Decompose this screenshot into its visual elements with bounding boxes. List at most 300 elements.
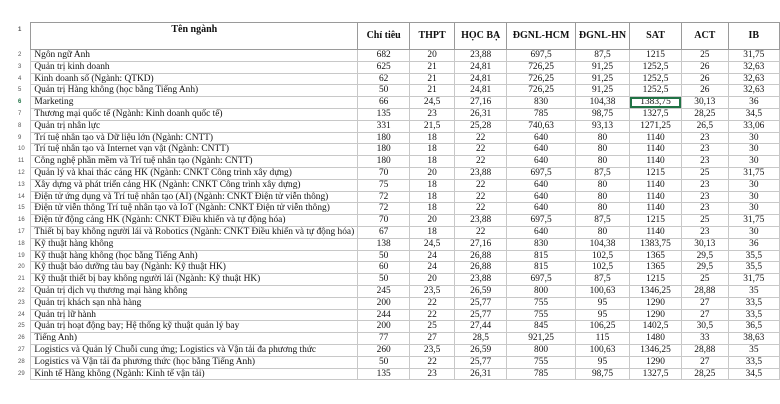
cell-act[interactable]: 25 — [681, 274, 728, 286]
cell-hoc-ba[interactable]: 27,16 — [455, 97, 507, 109]
cell-dgnl-hcm[interactable]: 785 — [507, 108, 576, 120]
cell-hoc-ba[interactable]: 24,81 — [455, 61, 507, 73]
cell-name[interactable]: Quản trị hoạt động bay; Hệ thống kỹ thuật quản lý bay — [31, 321, 358, 333]
cell-dgnl-hcm[interactable]: 640 — [507, 156, 576, 168]
column-header-quota[interactable]: Chỉ tiêu — [358, 23, 410, 50]
cell-hoc-ba[interactable]: 26,31 — [455, 108, 507, 120]
cell-dgnl-hcm[interactable]: 697,5 — [507, 167, 576, 179]
cell-ib[interactable]: 31,75 — [728, 274, 779, 286]
cell-thpt[interactable]: 18 — [410, 132, 455, 144]
cell-sat[interactable]: 1271,25 — [630, 120, 682, 132]
table-row — [16, 120, 780, 132]
cell-thpt[interactable]: 18 — [410, 226, 455, 238]
cell-ib[interactable]: 38,63 — [728, 333, 779, 345]
cell-sat[interactable]: 1383,75 — [630, 97, 682, 109]
cell-ib[interactable]: 34,5 — [728, 368, 779, 380]
row-number[interactable]: 1 — [18, 26, 22, 33]
cell-sat[interactable]: 1365 — [630, 262, 682, 274]
cell-ib[interactable]: 32,63 — [728, 61, 779, 73]
cell-quota[interactable]: 331 — [358, 120, 410, 132]
cell-ib[interactable]: 32,63 — [728, 85, 779, 97]
cell-sat[interactable]: 1140 — [630, 179, 682, 191]
cell-act[interactable]: 28,88 — [681, 285, 728, 297]
cell-ib[interactable]: 35 — [728, 344, 779, 356]
cell-act[interactable]: 33 — [681, 333, 728, 345]
cell-sat[interactable]: 1346,25 — [630, 285, 682, 297]
cell-dgnl-hn[interactable]: 80 — [575, 203, 629, 215]
cell-hoc-ba[interactable]: 23,88 — [455, 50, 507, 62]
cell-thpt[interactable]: 22 — [410, 309, 455, 321]
cell-hoc-ba[interactable]: 23,88 — [455, 274, 507, 286]
cell-thpt[interactable]: 23,5 — [410, 285, 455, 297]
cell-hoc-ba[interactable]: 25,77 — [455, 356, 507, 368]
cell-sat[interactable]: 1140 — [630, 191, 682, 203]
table-row — [16, 285, 780, 297]
cell-ib[interactable]: 32,63 — [728, 73, 779, 85]
cell-dgnl-hcm[interactable]: 815 — [507, 250, 576, 262]
cell-name[interactable]: Quản trị lữ hành — [31, 309, 358, 321]
cell-hoc-ba[interactable]: 24,81 — [455, 85, 507, 97]
row-number[interactable]: 8 — [18, 122, 22, 129]
cell-act[interactable]: 23 — [681, 132, 728, 144]
cell-sat[interactable]: 1402,5 — [630, 321, 682, 333]
cell-hoc-ba[interactable]: 22 — [455, 132, 507, 144]
cell-ib[interactable]: 35 — [728, 285, 779, 297]
cell-thpt[interactable]: 23 — [410, 108, 455, 120]
row-number[interactable]: 28 — [18, 358, 25, 365]
cell-quota[interactable]: 50 — [358, 85, 410, 97]
admissions-table — [16, 22, 780, 380]
row-number[interactable]: 25 — [18, 323, 25, 330]
cell-dgnl-hn[interactable]: 98,75 — [575, 108, 629, 120]
cell-quota[interactable]: 135 — [358, 368, 410, 380]
row-number[interactable]: 6 — [18, 99, 22, 106]
cell-hoc-ba[interactable]: 25,77 — [455, 297, 507, 309]
cell-act[interactable]: 23 — [681, 144, 728, 156]
cell-dgnl-hcm[interactable]: 785 — [507, 368, 576, 380]
cell-dgnl-hn[interactable]: 80 — [575, 156, 629, 168]
cell-name[interactable]: Marketing — [31, 97, 358, 109]
cell-thpt[interactable]: 22 — [410, 297, 455, 309]
table-row — [16, 167, 780, 179]
cell-dgnl-hcm[interactable]: 830 — [507, 97, 576, 109]
cell-name[interactable]: Kỹ thuật bảo dưỡng tàu bay (Ngành: Kỹ thuật HK) — [31, 262, 358, 274]
cell-hoc-ba[interactable]: 26,31 — [455, 368, 507, 380]
cell-hoc-ba[interactable]: 25,28 — [455, 120, 507, 132]
cell-dgnl-hn[interactable]: 100,63 — [575, 285, 629, 297]
cell-sat[interactable]: 1346,25 — [630, 344, 682, 356]
cell-quota[interactable]: 70 — [358, 215, 410, 227]
column-header-sat[interactable]: SAT — [630, 23, 682, 50]
cell-hoc-ba[interactable]: 26,88 — [455, 250, 507, 262]
cell-quota[interactable]: 75 — [358, 179, 410, 191]
cell-quota[interactable]: 245 — [358, 285, 410, 297]
cell-hoc-ba[interactable]: 23,88 — [455, 167, 507, 179]
cell-quota[interactable]: 70 — [358, 167, 410, 179]
column-header-ib[interactable]: IB — [728, 23, 779, 50]
cell-dgnl-hn[interactable]: 100,63 — [575, 344, 629, 356]
row-number[interactable]: 11 — [18, 158, 25, 165]
cell-quota[interactable]: 67 — [358, 226, 410, 238]
cell-hoc-ba[interactable]: 22 — [455, 144, 507, 156]
row-number[interactable]: 26 — [18, 335, 25, 342]
cell-quota[interactable]: 625 — [358, 61, 410, 73]
row-number[interactable]: 13 — [18, 181, 25, 188]
row-number[interactable]: 9 — [18, 134, 22, 141]
cell-ib[interactable]: 30 — [728, 132, 779, 144]
cell-dgnl-hn[interactable]: 80 — [575, 132, 629, 144]
cell-act[interactable]: 28,25 — [681, 108, 728, 120]
cell-sat[interactable]: 1140 — [630, 156, 682, 168]
column-header-dgnl-hcm[interactable]: ĐGNL-HCM — [507, 23, 576, 50]
cell-sat[interactable]: 1215 — [630, 50, 682, 62]
row-number[interactable]: 7 — [18, 110, 22, 117]
cell-sat[interactable]: 1480 — [630, 333, 682, 345]
cell-name[interactable]: Kỹ thuật hàng không — [31, 238, 358, 250]
row-number[interactable]: 18 — [18, 240, 25, 247]
cell-dgnl-hn[interactable]: 91,25 — [575, 85, 629, 97]
cell-name[interactable]: Thương mại quốc tế (Ngành: Kinh doanh quốc tế) — [31, 108, 358, 120]
cell-name[interactable]: Xây dựng và phát triển cảng HK (Ngành: CNKT Công trình xây dựng) — [31, 179, 358, 191]
cell-hoc-ba[interactable]: 23,88 — [455, 215, 507, 227]
cell-ib[interactable]: 33,5 — [728, 297, 779, 309]
cell-quota[interactable]: 244 — [358, 309, 410, 321]
cell-act[interactable]: 26,5 — [681, 120, 728, 132]
cell-dgnl-hcm[interactable]: 755 — [507, 297, 576, 309]
cell-name[interactable]: Trí tuệ nhân tạo và Internet vạn vật (Ngành: CNTT) — [31, 144, 358, 156]
cell-thpt[interactable]: 23,5 — [410, 344, 455, 356]
cell-quota[interactable]: 260 — [358, 344, 410, 356]
table-row — [16, 344, 780, 356]
cell-sat[interactable]: 1215 — [630, 215, 682, 227]
cell-ib[interactable]: 33,5 — [728, 356, 779, 368]
cell-quota[interactable]: 200 — [358, 297, 410, 309]
cell-sat[interactable]: 1140 — [630, 203, 682, 215]
cell-act[interactable]: 29,5 — [681, 250, 728, 262]
row-number[interactable]: 24 — [18, 311, 25, 318]
cell-act[interactable]: 23 — [681, 191, 728, 203]
cell-act[interactable]: 26 — [681, 73, 728, 85]
row-number[interactable]: 21 — [18, 276, 25, 283]
cell-dgnl-hcm[interactable]: 726,25 — [507, 61, 576, 73]
cell-thpt[interactable]: 21 — [410, 61, 455, 73]
cell-act[interactable]: 26 — [681, 61, 728, 73]
row-number[interactable]: 23 — [18, 299, 25, 306]
cell-hoc-ba[interactable]: 27,16 — [455, 238, 507, 250]
cell-dgnl-hcm[interactable]: 800 — [507, 344, 576, 356]
row-number[interactable]: 5 — [18, 87, 22, 94]
cell-sat[interactable]: 1140 — [630, 144, 682, 156]
cell-act[interactable]: 25 — [681, 215, 728, 227]
row-number[interactable]: 29 — [18, 370, 25, 377]
cell-name[interactable]: Quản trị kinh doanh — [31, 61, 358, 73]
cell-sat[interactable]: 1365 — [630, 250, 682, 262]
cell-hoc-ba[interactable]: 25,77 — [455, 309, 507, 321]
cell-act[interactable]: 25 — [681, 50, 728, 62]
cell-dgnl-hcm[interactable]: 640 — [507, 226, 576, 238]
column-header-thpt[interactable]: THPT — [410, 23, 455, 50]
cell-quota[interactable]: 66 — [358, 97, 410, 109]
cell-dgnl-hcm[interactable]: 845 — [507, 321, 576, 333]
row-number[interactable]: 22 — [18, 287, 25, 294]
cell-sat[interactable]: 1140 — [630, 132, 682, 144]
cell-act[interactable]: 23 — [681, 156, 728, 168]
row-number[interactable]: 3 — [18, 63, 22, 70]
cell-name[interactable]: Kỹ thuật thiết bị bay không người lái (Ngành: Kỹ thuật HK) — [31, 274, 358, 286]
cell-hoc-ba[interactable]: 28,5 — [455, 333, 507, 345]
cell-dgnl-hcm[interactable]: 697,5 — [507, 50, 576, 62]
cell-dgnl-hn[interactable]: 87,5 — [575, 167, 629, 179]
cell-quota[interactable]: 682 — [358, 50, 410, 62]
cell-thpt[interactable]: 20 — [410, 50, 455, 62]
column-header-dgnl-hn[interactable]: ĐGNL-HN — [575, 23, 629, 50]
cell-dgnl-hcm[interactable]: 740,63 — [507, 120, 576, 132]
cell-name[interactable]: Trí tuệ nhân tạo và Dữ liệu lớn (Ngành: CNTT) — [31, 132, 358, 144]
cell-dgnl-hcm[interactable]: 640 — [507, 191, 576, 203]
cell-thpt[interactable]: 21 — [410, 85, 455, 97]
cell-dgnl-hn[interactable]: 106,25 — [575, 321, 629, 333]
cell-act[interactable]: 27 — [681, 356, 728, 368]
cell-dgnl-hcm[interactable]: 921,25 — [507, 333, 576, 345]
cell-sat[interactable]: 1290 — [630, 297, 682, 309]
cell-dgnl-hcm[interactable]: 640 — [507, 144, 576, 156]
cell-dgnl-hn[interactable]: 98,75 — [575, 368, 629, 380]
cell-act[interactable]: 28,88 — [681, 344, 728, 356]
cell-act[interactable]: 27 — [681, 309, 728, 321]
cell-sat[interactable]: 1215 — [630, 274, 682, 286]
cell-dgnl-hcm[interactable]: 755 — [507, 356, 576, 368]
cell-ib[interactable]: 30 — [728, 203, 779, 215]
row-number[interactable]: 17 — [18, 228, 25, 235]
cell-name[interactable]: Thiết bị bay không người lái và Robotics (Ngành: CNKT Điều khiển và tự động hóa) — [31, 226, 358, 238]
cell-dgnl-hn[interactable]: 80 — [575, 226, 629, 238]
cell-sat[interactable]: 1327,5 — [630, 108, 682, 120]
cell-name[interactable]: Quản trị dịch vụ thương mại hàng không — [31, 285, 358, 297]
cell-thpt[interactable]: 24,5 — [410, 97, 455, 109]
cell-name[interactable]: Quản trị Hàng không (học bằng Tiếng Anh) — [31, 85, 358, 97]
cell-act[interactable]: 29,5 — [681, 262, 728, 274]
cell-ib[interactable]: 30 — [728, 144, 779, 156]
cell-name[interactable]: Kỹ thuật hàng không (học bằng Tiếng Anh) — [31, 250, 358, 262]
cell-act[interactable]: 30,5 — [681, 321, 728, 333]
cell-thpt[interactable]: 24 — [410, 250, 455, 262]
cell-sat[interactable]: 1252,5 — [630, 73, 682, 85]
cell-thpt[interactable]: 21,5 — [410, 120, 455, 132]
cell-ib[interactable]: 30 — [728, 156, 779, 168]
cell-ib[interactable]: 31,75 — [728, 167, 779, 179]
cell-dgnl-hn[interactable]: 115 — [575, 333, 629, 345]
cell-thpt[interactable]: 18 — [410, 179, 455, 191]
cell-dgnl-hcm[interactable]: 830 — [507, 238, 576, 250]
cell-act[interactable]: 30,13 — [681, 97, 728, 109]
cell-thpt[interactable]: 23 — [410, 368, 455, 380]
row-number[interactable]: 12 — [18, 169, 25, 176]
cell-dgnl-hn[interactable]: 95 — [575, 356, 629, 368]
cell-ib[interactable]: 30 — [728, 191, 779, 203]
cell-dgnl-hn[interactable]: 87,5 — [575, 215, 629, 227]
cell-ib[interactable]: 33,5 — [728, 309, 779, 321]
cell-dgnl-hcm[interactable]: 800 — [507, 285, 576, 297]
cell-dgnl-hn[interactable]: 80 — [575, 191, 629, 203]
cell-hoc-ba[interactable]: 22 — [455, 156, 507, 168]
cell-thpt[interactable]: 18 — [410, 156, 455, 168]
cell-ib[interactable]: 36,5 — [728, 321, 779, 333]
cell-dgnl-hn[interactable]: 91,25 — [575, 61, 629, 73]
row-number[interactable]: 15 — [18, 205, 25, 212]
column-header-name[interactable]: Tên ngành — [31, 23, 358, 50]
cell-sat[interactable]: 1290 — [630, 356, 682, 368]
cell-quota[interactable]: 77 — [358, 333, 410, 345]
row-number[interactable]: 10 — [18, 146, 25, 153]
cell-dgnl-hn[interactable]: 102,5 — [575, 262, 629, 274]
cell-ib[interactable]: 34,5 — [728, 108, 779, 120]
row-number[interactable]: 19 — [18, 252, 25, 259]
cell-name[interactable]: Tiếng Anh) — [31, 333, 358, 345]
cell-name[interactable]: Quản trị nhân lực — [31, 120, 358, 132]
cell-dgnl-hcm[interactable]: 726,25 — [507, 85, 576, 97]
cell-name[interactable]: Logistics và Quản lý Chuỗi cung ứng; Logistics và Vận tải đa phương thức — [31, 344, 358, 356]
cell-ib[interactable]: 31,75 — [728, 50, 779, 62]
cell-thpt[interactable]: 20 — [410, 167, 455, 179]
cell-thpt[interactable]: 18 — [410, 203, 455, 215]
table-row — [16, 144, 780, 156]
cell-dgnl-hn[interactable]: 93,13 — [575, 120, 629, 132]
cell-act[interactable]: 23 — [681, 226, 728, 238]
cell-quota[interactable]: 62 — [358, 73, 410, 85]
cell-hoc-ba[interactable]: 22 — [455, 203, 507, 215]
cell-thpt[interactable]: 20 — [410, 274, 455, 286]
cell-act[interactable]: 23 — [681, 179, 728, 191]
cell-ib[interactable]: 31,75 — [728, 215, 779, 227]
cell-dgnl-hn[interactable]: 80 — [575, 144, 629, 156]
cell-quota[interactable]: 180 — [358, 144, 410, 156]
cell-act[interactable]: 27 — [681, 297, 728, 309]
cell-ib[interactable]: 36 — [728, 238, 779, 250]
cell-hoc-ba[interactable]: 27,44 — [455, 321, 507, 333]
cell-hoc-ba[interactable]: 26,59 — [455, 285, 507, 297]
table-row — [16, 179, 780, 191]
table-row — [16, 132, 780, 144]
cell-thpt[interactable]: 27 — [410, 333, 455, 345]
cell-dgnl-hn[interactable]: 91,25 — [575, 73, 629, 85]
cell-dgnl-hcm[interactable]: 640 — [507, 132, 576, 144]
cell-name[interactable]: Logistics và Vận tải đa phương thức (học bằng Tiếng Anh) — [31, 356, 358, 368]
cell-act[interactable]: 26 — [681, 85, 728, 97]
cell-hoc-ba[interactable]: 26,88 — [455, 262, 507, 274]
row-number[interactable]: 4 — [18, 75, 22, 82]
cell-quota[interactable]: 50 — [358, 274, 410, 286]
cell-act[interactable]: 23 — [681, 203, 728, 215]
column-header-hoc-ba[interactable]: HỌC BẠ — [455, 23, 507, 50]
cell-dgnl-hn[interactable]: 87,5 — [575, 274, 629, 286]
column-header-act[interactable]: ACT — [681, 23, 728, 50]
cell-name[interactable]: Điện tử động cảng HK (Ngành: CNKT Điều khiển và tự động hóa) — [31, 215, 358, 227]
cell-dgnl-hn[interactable]: 104,38 — [575, 238, 629, 250]
cell-ib[interactable]: 35,5 — [728, 250, 779, 262]
cell-quota[interactable]: 200 — [358, 321, 410, 333]
cell-thpt[interactable]: 24 — [410, 262, 455, 274]
cell-dgnl-hn[interactable]: 87,5 — [575, 50, 629, 62]
cell-dgnl-hn[interactable]: 104,38 — [575, 97, 629, 109]
cell-act[interactable]: 25 — [681, 167, 728, 179]
row-number[interactable]: 20 — [18, 264, 25, 271]
cell-sat[interactable]: 1252,5 — [630, 61, 682, 73]
row-number[interactable]: 27 — [18, 346, 25, 353]
cell-hoc-ba[interactable]: 26,59 — [455, 344, 507, 356]
cell-sat[interactable]: 1327,5 — [630, 368, 682, 380]
cell-dgnl-hn[interactable]: 80 — [575, 179, 629, 191]
cell-thpt[interactable]: 18 — [410, 191, 455, 203]
table-row — [16, 250, 780, 262]
cell-act[interactable]: 30,13 — [681, 238, 728, 250]
cell-quota[interactable]: 180 — [358, 132, 410, 144]
cell-quota[interactable]: 50 — [358, 356, 410, 368]
table-row — [16, 61, 780, 73]
cell-quota[interactable]: 135 — [358, 108, 410, 120]
cell-thpt[interactable]: 20 — [410, 215, 455, 227]
cell-hoc-ba[interactable]: 22 — [455, 191, 507, 203]
cell-hoc-ba[interactable]: 24,81 — [455, 73, 507, 85]
row-number[interactable]: 2 — [18, 52, 22, 58]
cell-sat[interactable]: 1383,75 — [630, 238, 682, 250]
cell-name[interactable]: Điện tử viễn thông Trí tuệ nhân tạo và IoT (Ngành: CNKT Điện tử viễn thông) — [31, 203, 358, 215]
cell-name[interactable]: Kinh tế Hàng không (Ngành: Kinh tế vận tải) — [31, 368, 358, 380]
cell-name[interactable]: Ngôn ngữ Anh — [31, 50, 358, 62]
cell-dgnl-hcm[interactable]: 726,25 — [507, 73, 576, 85]
cell-dgnl-hcm[interactable]: 697,5 — [507, 274, 576, 286]
cell-quota[interactable]: 50 — [358, 250, 410, 262]
row-number[interactable]: 14 — [18, 193, 25, 200]
cell-hoc-ba[interactable]: 22 — [455, 226, 507, 238]
cell-name[interactable]: Công nghệ phần mềm và Trí tuệ nhân tạo (Ngành: CNTT) — [31, 156, 358, 168]
cell-thpt[interactable]: 25 — [410, 321, 455, 333]
cell-name[interactable]: Quản lý và khai thác cảng HK (Ngành: CNKT Công trình xây dựng) — [31, 167, 358, 179]
cell-quota[interactable]: 72 — [358, 203, 410, 215]
cell-dgnl-hn[interactable]: 95 — [575, 309, 629, 321]
cell-ib[interactable]: 30 — [728, 226, 779, 238]
cell-dgnl-hcm[interactable]: 815 — [507, 262, 576, 274]
cell-ib[interactable]: 35,5 — [728, 262, 779, 274]
cell-dgnl-hn[interactable]: 102,5 — [575, 250, 629, 262]
cell-dgnl-hn[interactable]: 95 — [575, 297, 629, 309]
cell-sat[interactable]: 1140 — [630, 226, 682, 238]
cell-thpt[interactable]: 18 — [410, 144, 455, 156]
cell-dgnl-hcm[interactable]: 697,5 — [507, 215, 576, 227]
cell-thpt[interactable]: 24,5 — [410, 238, 455, 250]
cell-ib[interactable]: 30 — [728, 179, 779, 191]
cell-name[interactable]: Điện tử ứng dụng và Trí tuệ nhân tạo (AI) (Ngành: CNKT Điện tử viễn thông) — [31, 191, 358, 203]
cell-sat[interactable]: 1215 — [630, 167, 682, 179]
cell-hoc-ba[interactable]: 22 — [455, 179, 507, 191]
cell-dgnl-hcm[interactable]: 640 — [507, 203, 576, 215]
cell-dgnl-hcm[interactable]: 640 — [507, 179, 576, 191]
cell-sat[interactable]: 1252,5 — [630, 85, 682, 97]
cell-quota[interactable]: 180 — [358, 156, 410, 168]
cell-name[interactable]: Kinh doanh số (Ngành: QTKD) — [31, 73, 358, 85]
cell-dgnl-hcm[interactable]: 755 — [507, 309, 576, 321]
cell-quota[interactable]: 138 — [358, 238, 410, 250]
cell-sat[interactable]: 1290 — [630, 309, 682, 321]
cell-thpt[interactable]: 21 — [410, 73, 455, 85]
row-number[interactable]: 16 — [18, 217, 25, 224]
cell-thpt[interactable]: 22 — [410, 356, 455, 368]
cell-name[interactable]: Quản trị khách sạn nhà hàng — [31, 297, 358, 309]
cell-ib[interactable]: 33,06 — [728, 120, 779, 132]
cell-quota[interactable]: 72 — [358, 191, 410, 203]
cell-ib[interactable]: 36 — [728, 97, 779, 109]
cell-quota[interactable]: 60 — [358, 262, 410, 274]
cell-act[interactable]: 28,25 — [681, 368, 728, 380]
